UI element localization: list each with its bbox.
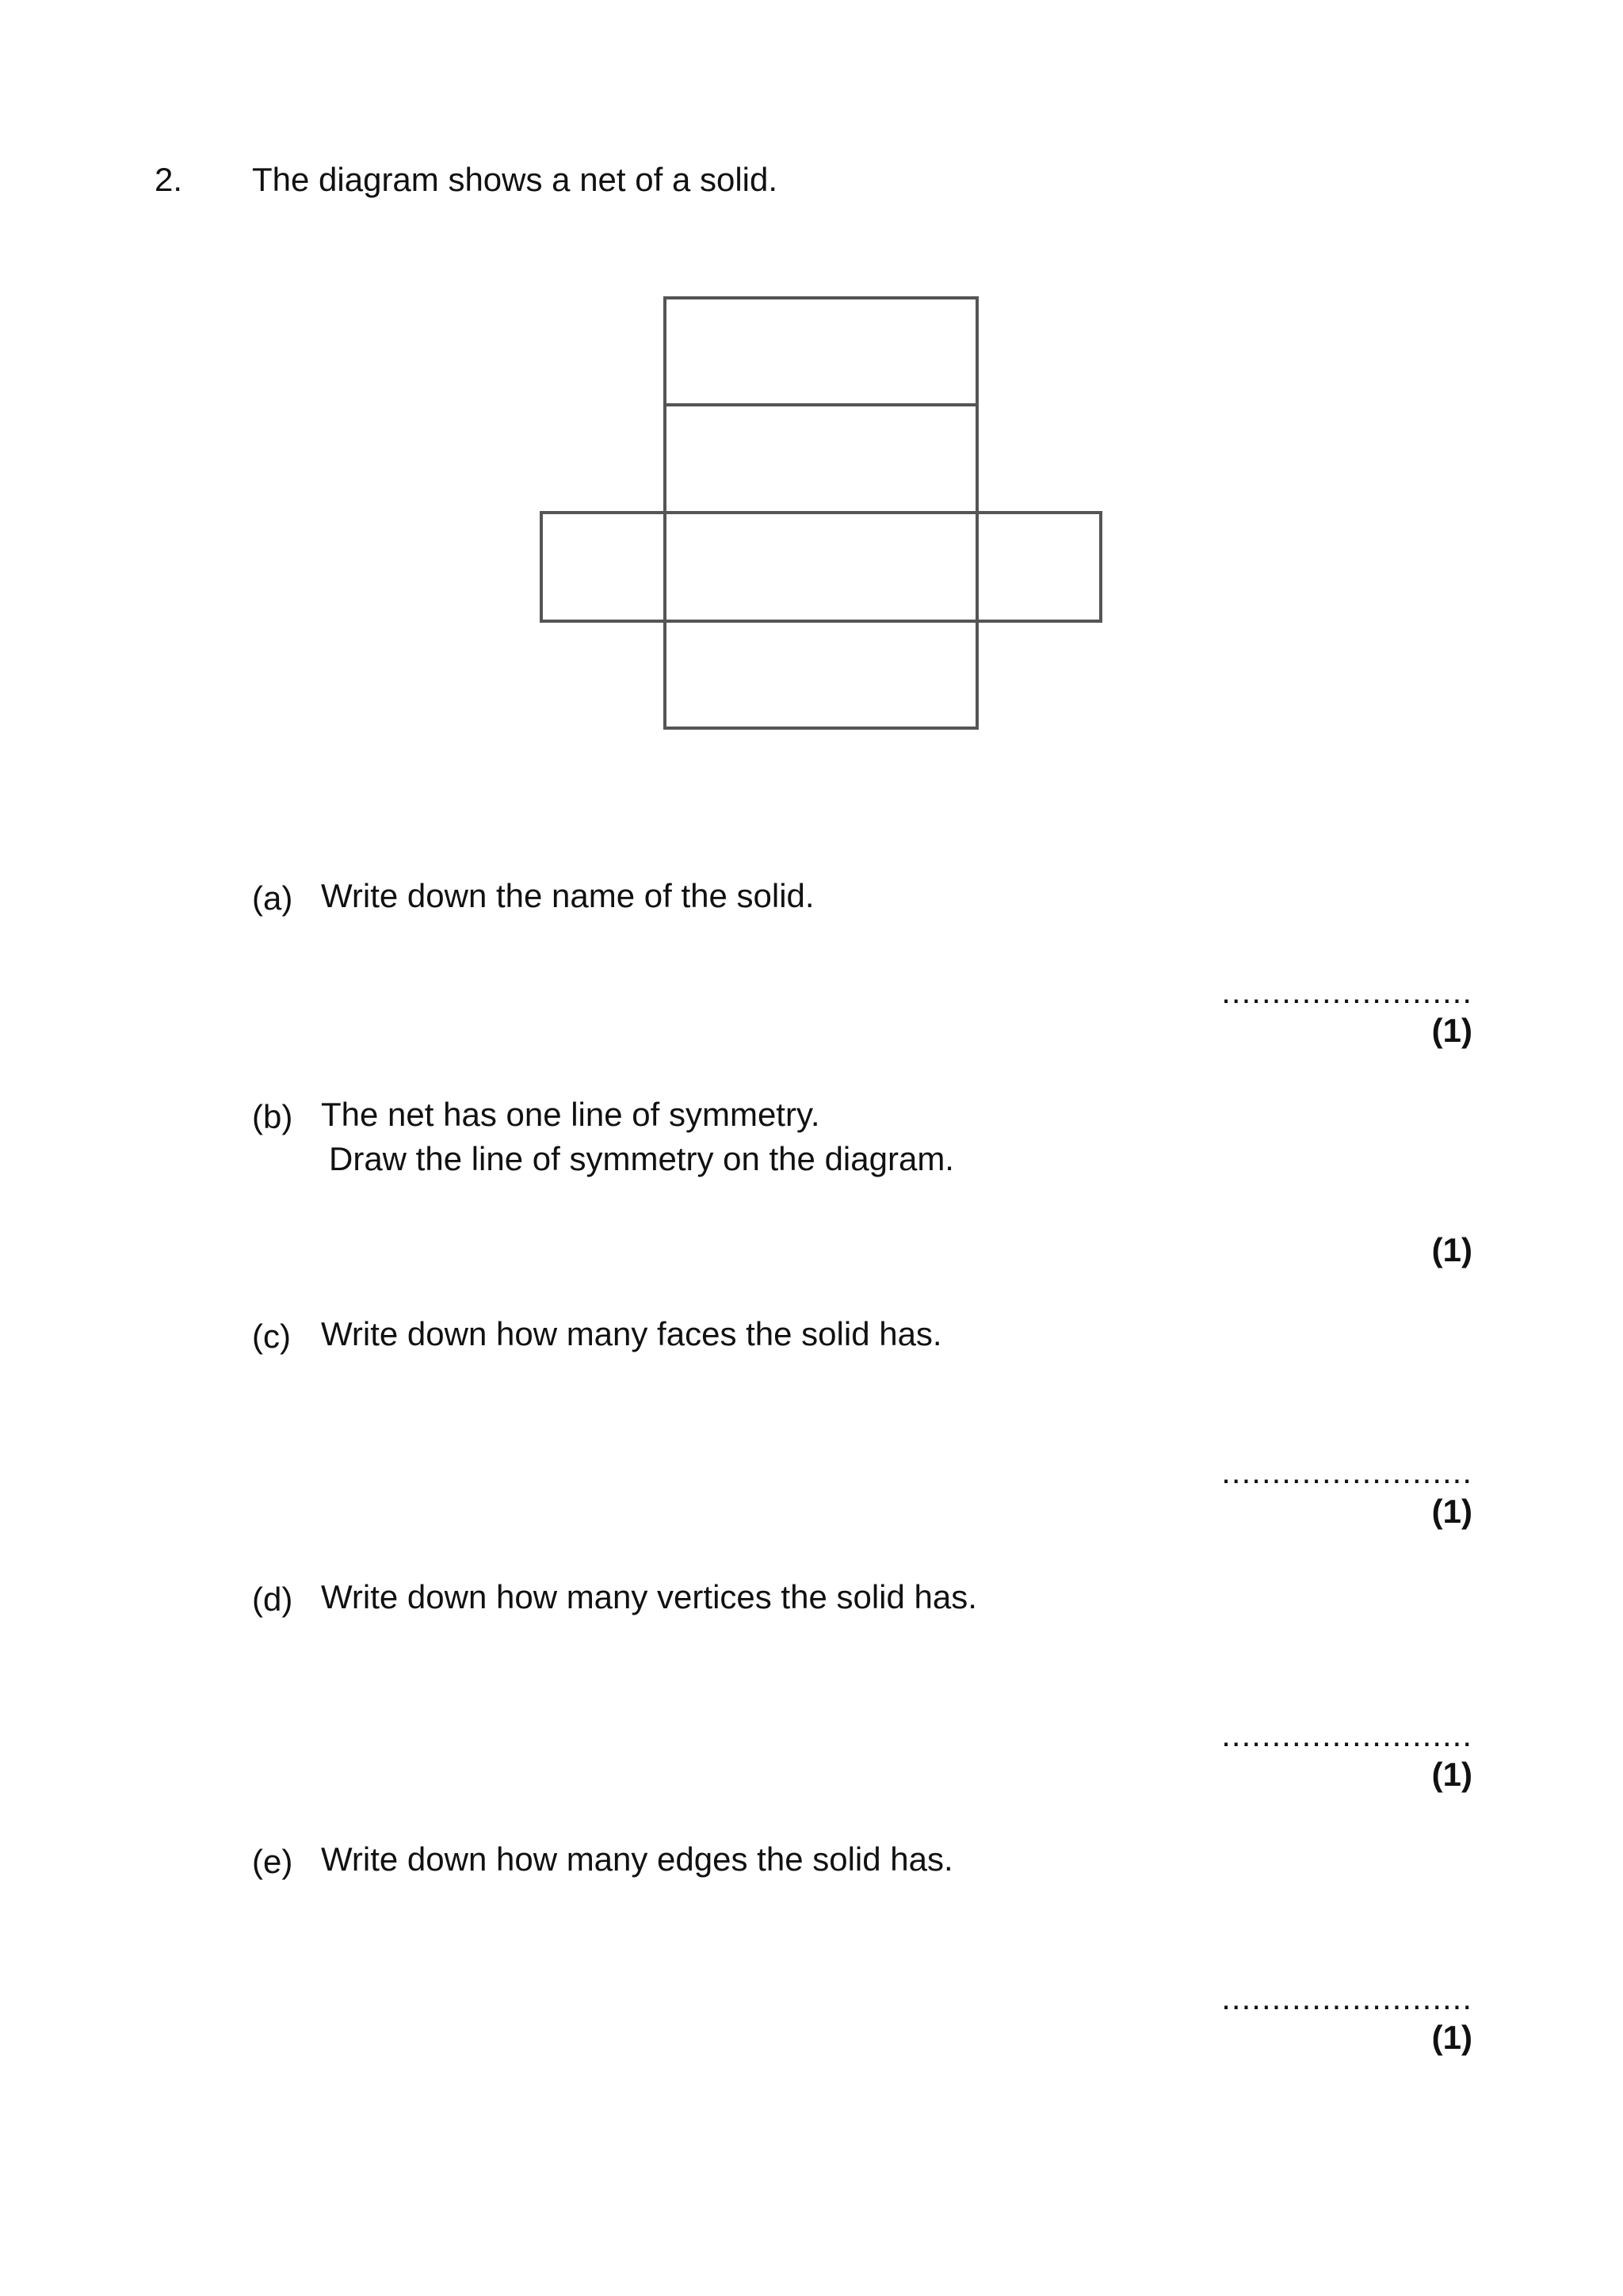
part-d-text xyxy=(321,1575,977,1619)
part-b-line-1: The net has one line of symmetry. xyxy=(321,1096,820,1133)
question-number: 2. xyxy=(155,161,183,198)
part-e-line-1: Write down how many edges the solid has. xyxy=(321,1840,953,1878)
part-e-answer-line[interactable]: ......................... xyxy=(1221,1979,1472,2016)
net-face-right xyxy=(977,513,1101,621)
part-b-line-2: Draw the line of symmetry on the diagram. xyxy=(329,1140,954,1177)
part-a-marks: (1) xyxy=(1431,1012,1472,1049)
part-d-label: (d) xyxy=(252,1581,293,1618)
net-face-bottom xyxy=(665,621,977,728)
part-a-line-1: Write down the name of the solid. xyxy=(321,877,815,914)
part-a-answer-line[interactable]: ......................... xyxy=(1221,973,1472,1010)
net-face-left xyxy=(541,513,665,621)
net-face-top xyxy=(665,298,977,405)
part-b-marks: (1) xyxy=(1431,1231,1472,1268)
part-e-label: (e) xyxy=(252,1843,293,1880)
net-face-upper-middle xyxy=(665,405,977,513)
part-c-answer-line[interactable]: ......................... xyxy=(1221,1453,1472,1490)
part-a-label: (a) xyxy=(252,879,293,917)
part-d-marks: (1) xyxy=(1431,1756,1472,1793)
part-d-line-1: Write down how many vertices the solid has. xyxy=(321,1578,977,1615)
part-c-line-1: Write down how many faces the solid has. xyxy=(321,1315,942,1352)
part-b-text xyxy=(321,1093,954,1181)
part-c-text xyxy=(321,1312,942,1356)
part-c-marks: (1) xyxy=(1431,1493,1472,1530)
part-a-text xyxy=(321,874,815,918)
part-b-label: (b) xyxy=(252,1098,293,1135)
part-d-answer-line[interactable]: ......................... xyxy=(1221,1716,1472,1753)
question-stem: The diagram shows a net of a solid. xyxy=(252,161,778,198)
part-e-text xyxy=(321,1837,953,1882)
part-c-label: (c) xyxy=(252,1318,291,1355)
part-e-marks: (1) xyxy=(1431,2019,1472,2056)
net-face-centre xyxy=(665,513,977,621)
net-diagram[interactable] xyxy=(535,293,1106,745)
